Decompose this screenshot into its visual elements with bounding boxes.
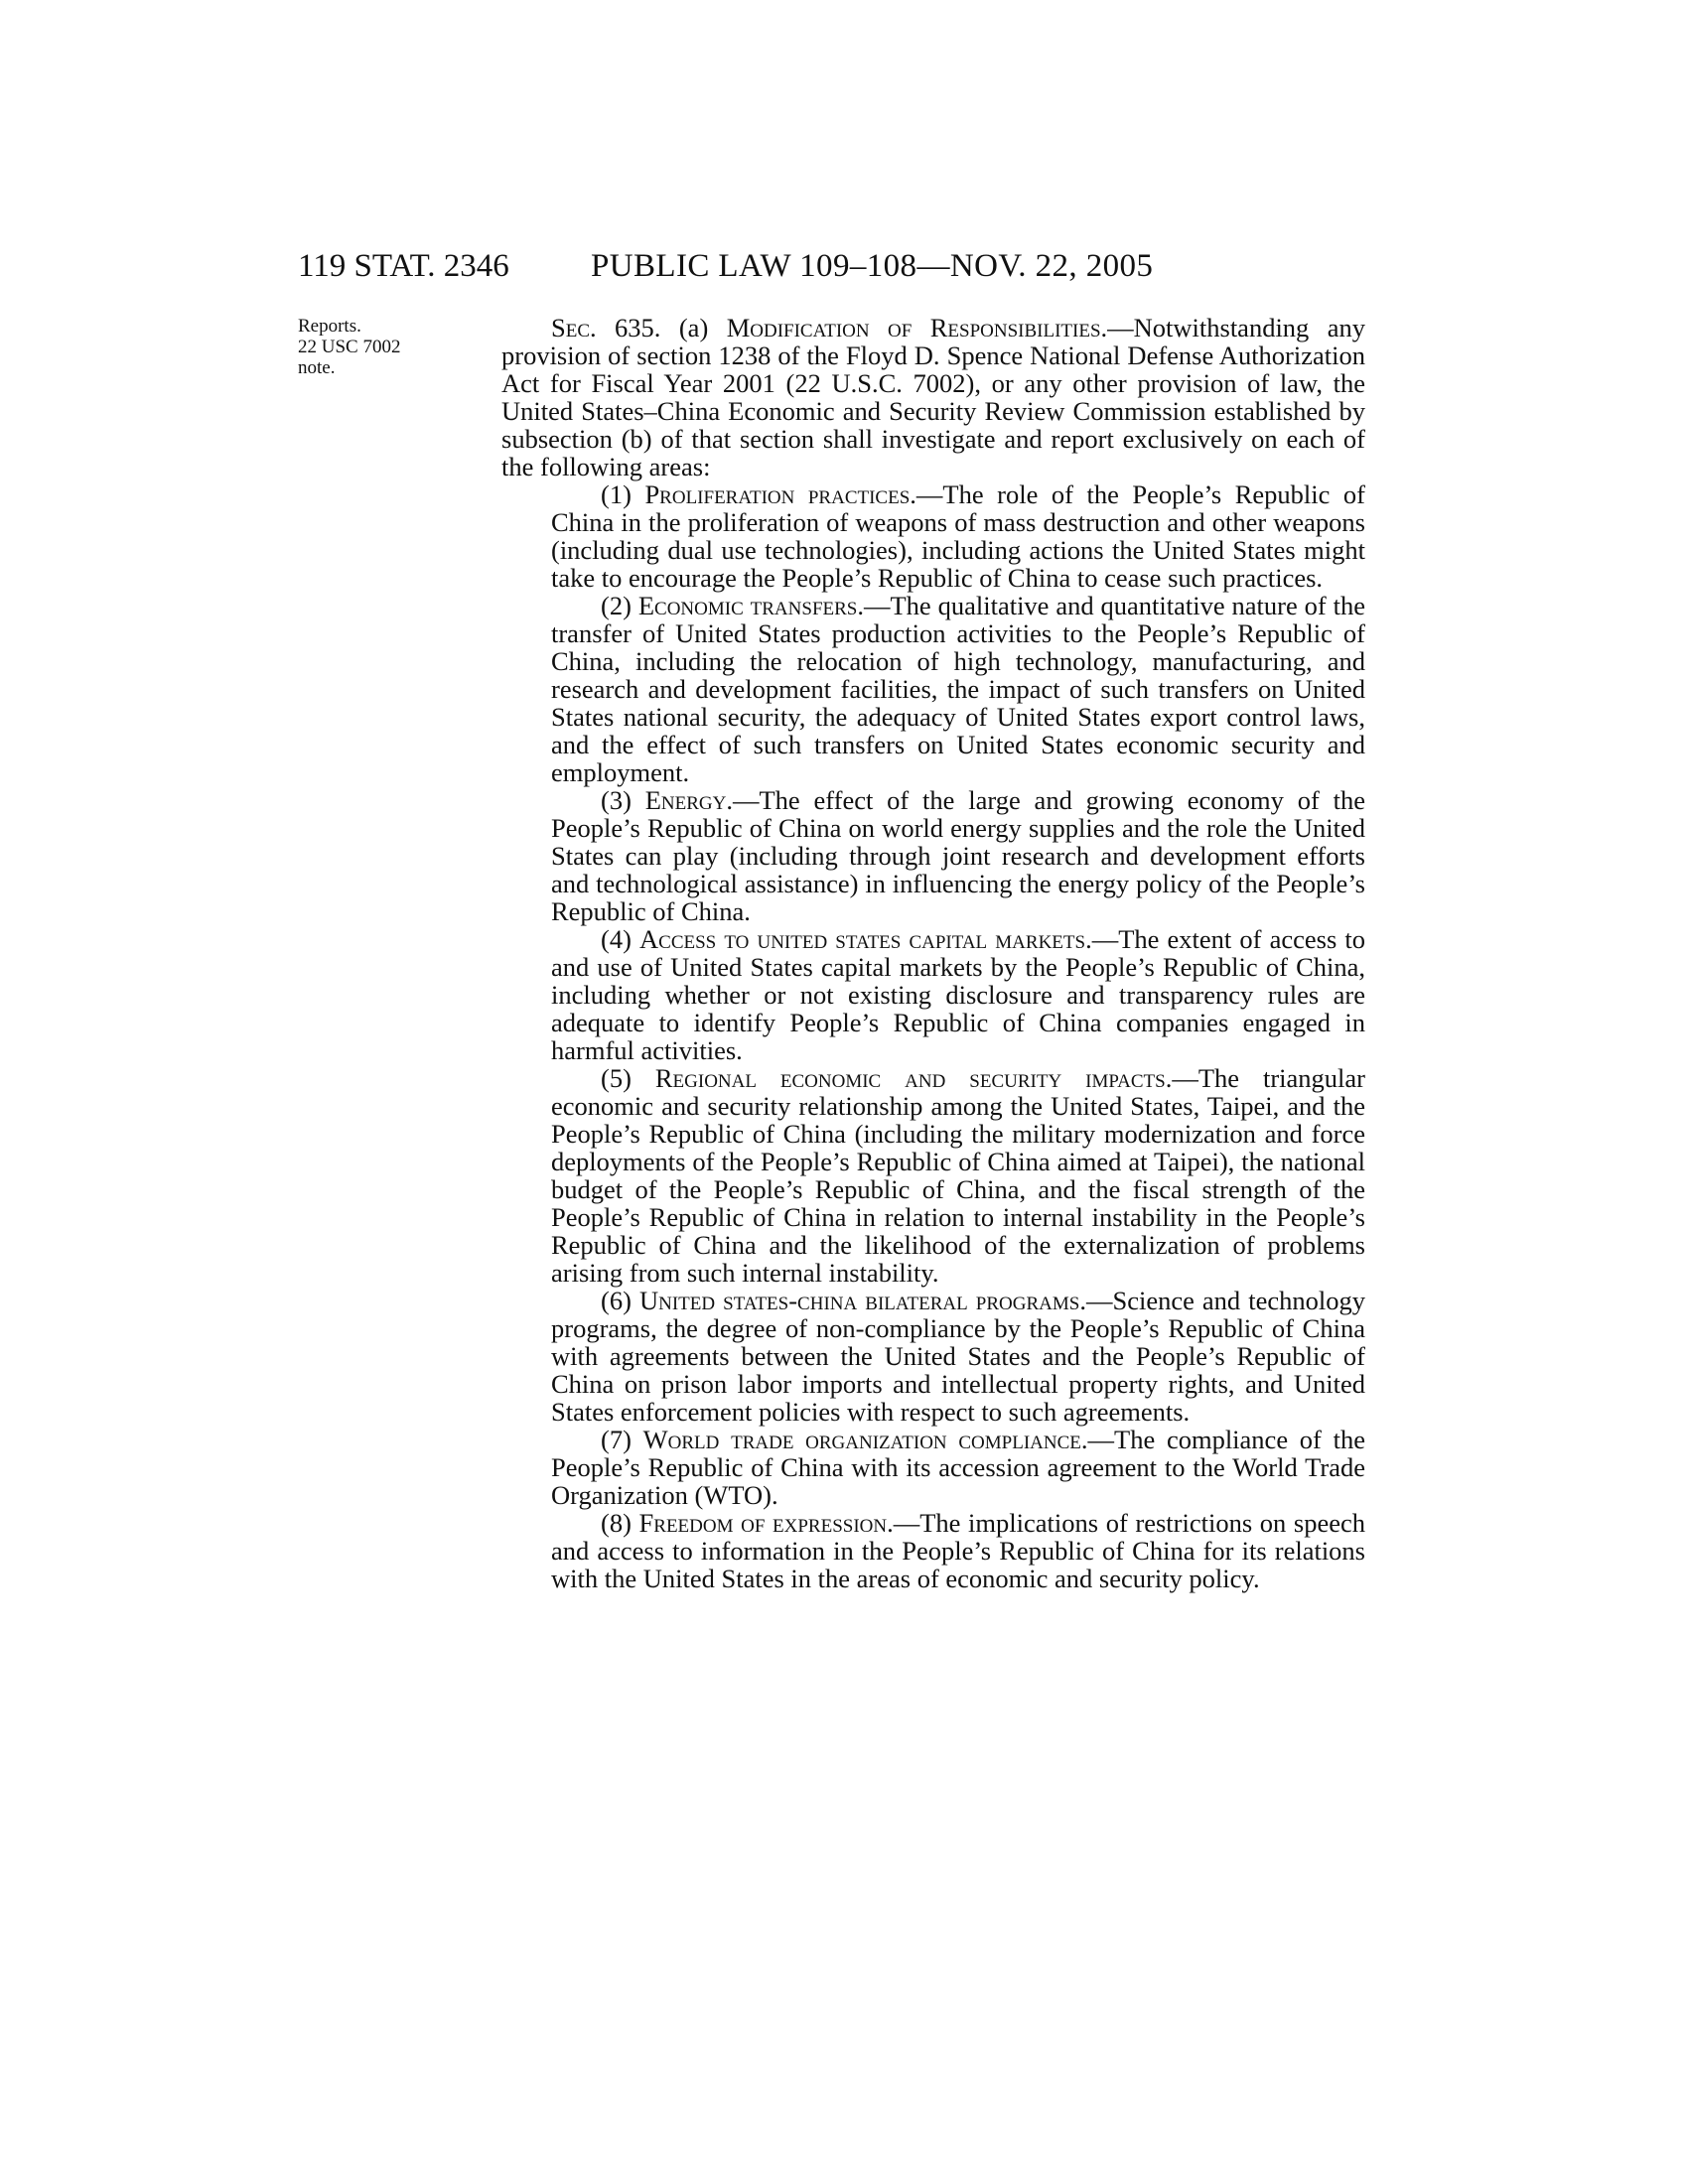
margin-note-line-1: Reports.: [298, 316, 361, 337]
item-number: (3): [601, 785, 632, 815]
list-item-1: [551, 480, 1365, 592]
item-heading: Freedom of expression.: [638, 1508, 894, 1538]
item-heading: Access to united states capital markets.: [639, 924, 1092, 954]
item-heading: Regional economic and security impacts.: [654, 1063, 1173, 1093]
list-item-7: [551, 1426, 1365, 1509]
list-item-4: [551, 925, 1365, 1064]
item-text: —The triangular economic and security relationship among the United States, Taipei, and the People’s Republic of China (including the military modernization and force deployments of the People’s Republic of China aimed at Taipei), the national budget of the People’s Republic of China, and the fiscal strength of the People’s Republic of China in relation to internal instability in the People’s Republic of China and the likelihood of the externalization of problems arising from such internal instability.: [551, 1063, 1366, 1288]
list-item-5: [551, 1064, 1365, 1287]
margin-note-line-3: note.: [298, 357, 336, 378]
running-header: [298, 246, 1370, 286]
item-heading: Economic transfers.: [637, 591, 864, 620]
section-intro-paragraph: [501, 314, 1365, 480]
list-item-6: [551, 1287, 1365, 1426]
item-number: (5): [601, 1063, 632, 1093]
item-text: —The extent of access to and use of United States capital markets by the People’s Republic of China, including whether or not existing disclosure and transparency rules are adequate to identify People’s Republic of China companies engaged in harmful activities.: [551, 924, 1365, 1065]
section-heading: Modification of Responsibilities.: [726, 313, 1108, 342]
list-item-2: [551, 592, 1365, 786]
item-number: (6): [601, 1286, 632, 1315]
list-item-8: [551, 1509, 1365, 1592]
item-text: —The effect of the large and growing economy of the People’s Republic of China on world energy supplies and the role the United States can play (including through joint research and development efforts and technological assistance) in influencing the energy policy of the People’s Republic of China.: [551, 785, 1366, 926]
section-label: Sec. 635.: [551, 313, 661, 342]
item-heading: World trade organization compliance.: [642, 1425, 1088, 1454]
item-heading: Energy.: [644, 785, 733, 815]
statute-page-reference: 119 STAT. 2346: [298, 248, 509, 284]
item-text: —The qualitative and quantitative nature of the transfer of United States production activities to the People’s Republic of China, including the relocation of high technology, manufacturing, and research and development facilities, the impact of such transfers on United States national security, the adequacy of United States export control laws, and the effect of such transfers on United States economic security and employment.: [551, 591, 1366, 787]
margin-note: [298, 316, 437, 378]
subsection-label: (a): [678, 313, 709, 342]
item-number: (2): [601, 591, 632, 620]
margin-note-line-2: 22 USC 7002: [298, 337, 401, 357]
item-heading: Proliferation practices.: [644, 479, 916, 509]
item-text: —The role of the People’s Republic of China in the proliferation of weapons of mass destruction and other weapons (including dual use technologies), including actions the United States might take to encourage the People’s Republic of China to cease such practices.: [551, 479, 1365, 593]
item-number: (8): [601, 1508, 632, 1538]
item-text: —Science and technology programs, the degree of non-compliance by the People’s Republic of China with agreements between the United States and the People’s Republic of China on prison labor imports and intellectual property rights, and United States enforcement policies with respect to such agreements.: [551, 1286, 1366, 1427]
section-text: —Notwithstanding any provision of section 1238 of the Floyd D. Spence National Defense Authorization Act for Fiscal Year 2001 (22 U.S.C. 7002), or any other provision of law, the United States–China Economic and Security Review Commission established by subsection (b) of that section shall investigate and report exclusively on each of the following areas:: [501, 313, 1365, 481]
item-number: (7): [601, 1425, 632, 1454]
item-text: —The implications of restrictions on speech and access to information in the People’s Republic of China for its relations with the United States in the areas of economic and security policy.: [551, 1508, 1365, 1593]
item-heading: United states-china bilateral programs.: [638, 1286, 1086, 1315]
list-item-3: [551, 786, 1365, 925]
item-text: —The compliance of the People’s Republic of China with its accession agreement to the World Trade Organization (WTO).: [551, 1425, 1365, 1510]
item-number: (4): [601, 924, 632, 954]
section-body: [501, 314, 1365, 1592]
item-number: (1): [601, 479, 632, 509]
public-law-title: PUBLIC LAW 109–108—NOV. 22, 2005: [591, 248, 1154, 284]
